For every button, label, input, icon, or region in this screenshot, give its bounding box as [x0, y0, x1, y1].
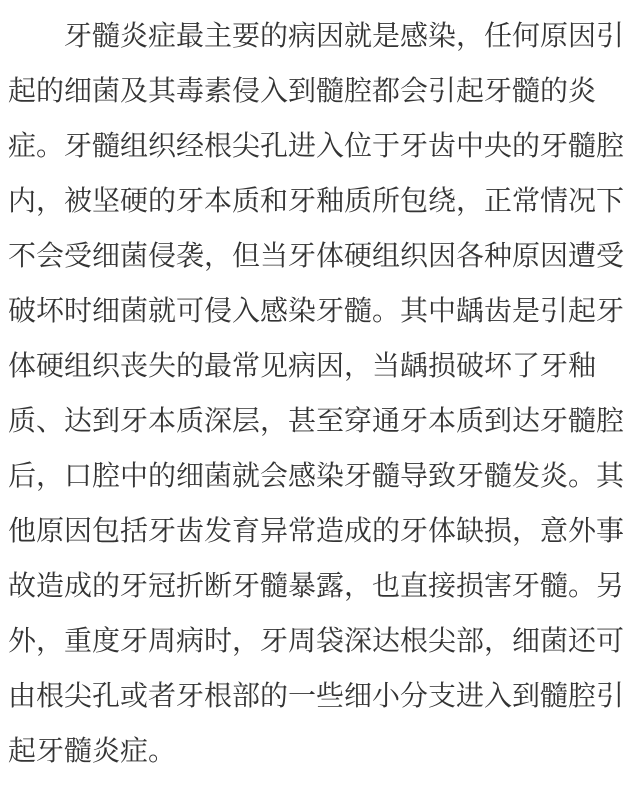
text-line: 不会受细菌侵袭，但当牙体硬组织因各种原因遭受: [8, 239, 625, 272]
article-paragraph: [8, 8, 632, 778]
text-line: 牙髓炎症最主要的病因就是感染，任何原因引: [64, 19, 625, 52]
text-line: 起的细菌及其毒素侵入到髓腔都会引起牙髓的炎: [8, 74, 597, 107]
text-line: 症。牙髓组织经根尖孔进入位于牙齿中央的牙髓腔: [8, 129, 625, 162]
text-line: 外，重度牙周病时，牙周袋深达根尖部，细菌还可: [8, 624, 625, 657]
text-line: 起牙髓炎症。: [8, 734, 177, 767]
text-line: 他原因包括牙齿发育异常造成的牙体缺损，意外事: [8, 514, 625, 547]
text-line: 由根尖孔或者牙根部的一些细小分支进入到髓腔引: [8, 679, 625, 712]
text-line: 质、达到牙本质深层，甚至穿通牙本质到达牙髓腔: [8, 404, 625, 437]
text-line: 后，口腔中的细菌就会感染牙髓导致牙髓发炎。其: [8, 459, 625, 492]
text-line: 体硬组织丧失的最常见病因，当龋损破坏了牙釉: [8, 349, 597, 382]
text-line: 破坏时细菌就可侵入感染牙髓。其中龋齿是引起牙: [8, 294, 625, 327]
text-line: 内，被坚硬的牙本质和牙釉质所包绕，正常情况下: [8, 184, 625, 217]
text-line: 故造成的牙冠折断牙髓暴露，也直接损害牙髓。另: [8, 569, 625, 602]
